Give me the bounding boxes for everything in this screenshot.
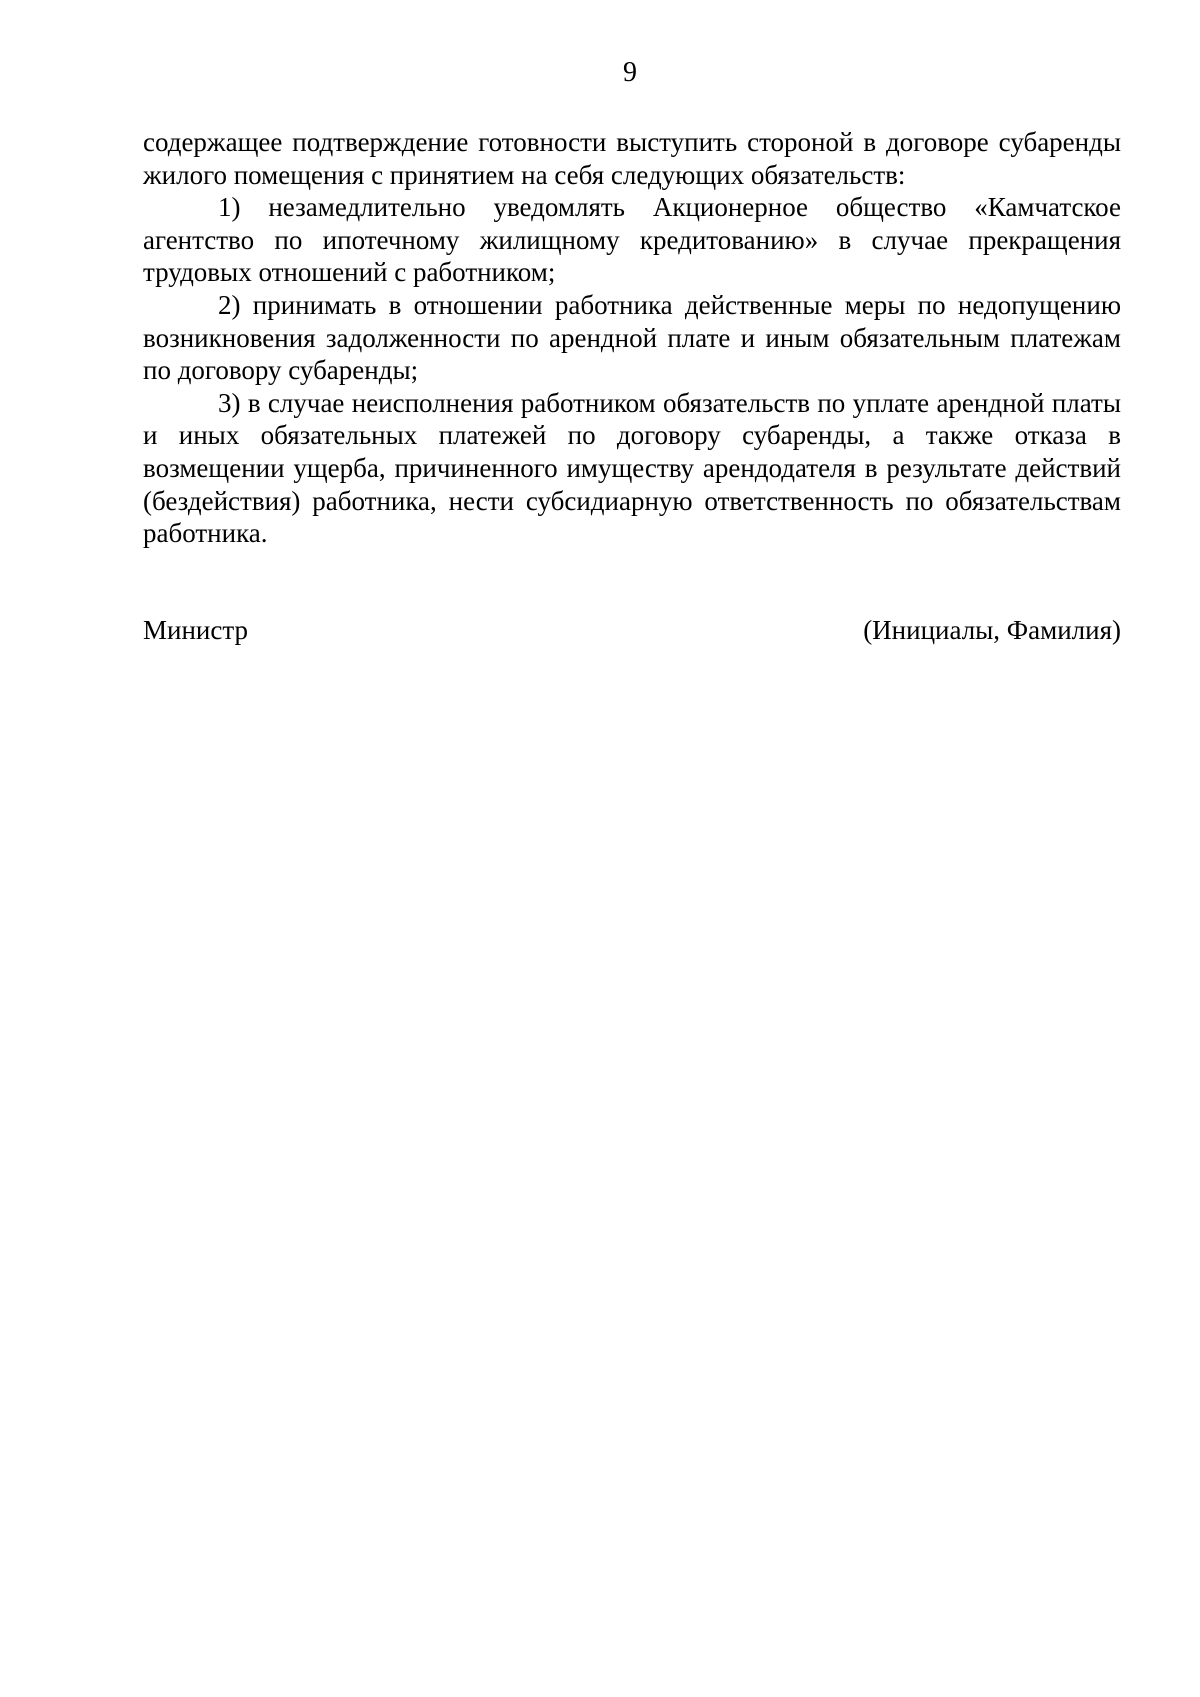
document-body <box>143 126 1121 550</box>
signature-block <box>143 614 1121 646</box>
paragraph-item-2: 2) принимать в отношении работника действенные меры по недопущению возникновения задолженности по арендной плате и иным обязательным платежам по договору субаренды; <box>143 289 1121 386</box>
paragraph-item-3: 3) в случае неисполнения работником обязательств по уплате арендной платы и иных обязательных платежей по договору субаренды, а также отказа в возмещении ущерба, причиненного имуществу арендодателя в результате действий (бездействия) работника, нести субсидиарную ответственность по обязательствам работника. <box>143 387 1121 549</box>
signature-position: Министр <box>143 615 248 645</box>
paragraph-item-1: 1) незамедлительно уведомлять Акционерное общество «Камчатское агентство по ипотечному жилищному кредитованию» в случае прекращения трудовых отношений с работником; <box>143 192 1121 288</box>
signature-name: (Инициалы, Фамилия) <box>863 615 1121 645</box>
page-number: 9 <box>623 57 637 88</box>
paragraph-intro: содержащее подтверждение готовности выступить стороной в договоре субаренды жилого помещения с принятием на себя следующих обязательств: <box>143 127 1121 190</box>
